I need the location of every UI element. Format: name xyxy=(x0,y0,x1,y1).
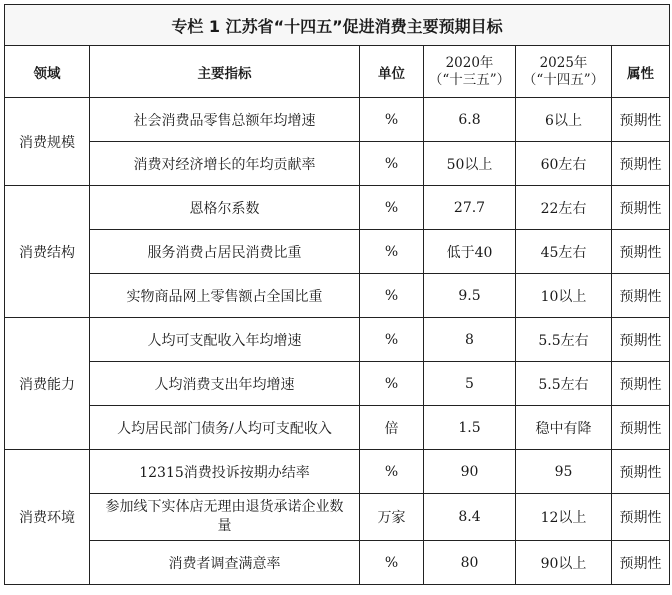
value-2025-cell: 5.5左右 xyxy=(516,318,612,362)
indicator-cell: 消费者调查满意率 xyxy=(90,541,360,585)
header-2025-year: 2025年 xyxy=(539,54,588,71)
unit-cell: % xyxy=(360,362,424,406)
table-row xyxy=(5,142,670,186)
attribute-cell: 预期性 xyxy=(612,318,670,362)
unit-cell: 万家 xyxy=(360,494,424,541)
table-row xyxy=(5,186,670,230)
attribute-cell: 预期性 xyxy=(612,274,670,318)
domain-cell: 消费能力 xyxy=(5,318,90,450)
header-2025 xyxy=(516,46,612,98)
unit-cell: 倍 xyxy=(360,406,424,450)
attribute-cell: 预期性 xyxy=(612,142,670,186)
value-2025-cell: 95 xyxy=(516,450,612,494)
table-row xyxy=(5,541,670,585)
header-indicator: 主要指标 xyxy=(90,46,360,98)
indicator-cell: 人均居民部门债务/人均可支配收入 xyxy=(90,406,360,450)
value-2020-cell: 1.5 xyxy=(424,406,516,450)
value-2025-cell: 12以上 xyxy=(516,494,612,541)
indicator-cell: 12315消费投诉按期办结率 xyxy=(90,450,360,494)
unit-cell: % xyxy=(360,450,424,494)
header-2020-year: 2020年 xyxy=(445,54,494,71)
unit-cell: % xyxy=(360,274,424,318)
attribute-cell: 预期性 xyxy=(612,98,670,142)
header-2020 xyxy=(424,46,516,98)
header-domain: 领域 xyxy=(5,46,90,98)
table-row xyxy=(5,362,670,406)
value-2025-cell: 22左右 xyxy=(516,186,612,230)
header-row xyxy=(5,46,670,98)
value-2020-cell: 8.4 xyxy=(424,494,516,541)
value-2020-cell: 80 xyxy=(424,541,516,585)
unit-cell: % xyxy=(360,541,424,585)
value-2025-cell: 10以上 xyxy=(516,274,612,318)
table-title: 专栏 1 江苏省“十四五”促进消费主要预期目标 xyxy=(5,5,670,46)
value-2020-cell: 9.5 xyxy=(424,274,516,318)
table-row xyxy=(5,450,670,494)
header-unit: 单位 xyxy=(360,46,424,98)
header-2020-period: （“十三五”） xyxy=(428,71,511,88)
unit-cell: % xyxy=(360,186,424,230)
value-2025-cell: 稳中有降 xyxy=(516,406,612,450)
indicator-cell: 社会消费品零售总额年均增速 xyxy=(90,98,360,142)
attribute-cell: 预期性 xyxy=(612,186,670,230)
table-row xyxy=(5,494,670,541)
targets-table xyxy=(4,4,670,585)
table-row xyxy=(5,406,670,450)
attribute-cell: 预期性 xyxy=(612,494,670,541)
value-2020-cell: 6.8 xyxy=(424,98,516,142)
unit-cell: % xyxy=(360,318,424,362)
value-2020-cell: 8 xyxy=(424,318,516,362)
value-2025-cell: 5.5左右 xyxy=(516,362,612,406)
header-2025-period: （“十四五”） xyxy=(522,71,605,88)
value-2020-cell: 27.7 xyxy=(424,186,516,230)
attribute-cell: 预期性 xyxy=(612,450,670,494)
unit-cell: % xyxy=(360,142,424,186)
attribute-cell: 预期性 xyxy=(612,230,670,274)
indicator-cell: 服务消费占居民消费比重 xyxy=(90,230,360,274)
attribute-cell: 预期性 xyxy=(612,541,670,585)
table-row xyxy=(5,98,670,142)
value-2025-cell: 90以上 xyxy=(516,541,612,585)
table-row xyxy=(5,318,670,362)
value-2020-cell: 50以上 xyxy=(424,142,516,186)
value-2020-cell: 低于40 xyxy=(424,230,516,274)
domain-cell: 消费环境 xyxy=(5,450,90,585)
indicator-cell: 消费对经济增长的年均贡献率 xyxy=(90,142,360,186)
domain-cell: 消费结构 xyxy=(5,186,90,318)
unit-cell: % xyxy=(360,230,424,274)
table-row xyxy=(5,230,670,274)
indicator-cell: 恩格尔系数 xyxy=(90,186,360,230)
attribute-cell: 预期性 xyxy=(612,406,670,450)
indicator-cell: 实物商品网上零售额占全国比重 xyxy=(90,274,360,318)
value-2025-cell: 6以上 xyxy=(516,98,612,142)
indicator-cell: 参加线下实体店无理由退货承诺企业数量 xyxy=(90,494,360,541)
value-2020-cell: 90 xyxy=(424,450,516,494)
header-attribute: 属性 xyxy=(612,46,670,98)
domain-cell: 消费规模 xyxy=(5,98,90,186)
unit-cell: % xyxy=(360,98,424,142)
table-row xyxy=(5,274,670,318)
attribute-cell: 预期性 xyxy=(612,362,670,406)
value-2020-cell: 5 xyxy=(424,362,516,406)
value-2025-cell: 45左右 xyxy=(516,230,612,274)
indicator-cell: 人均消费支出年均增速 xyxy=(90,362,360,406)
indicator-cell: 人均可支配收入年均增速 xyxy=(90,318,360,362)
value-2025-cell: 60左右 xyxy=(516,142,612,186)
